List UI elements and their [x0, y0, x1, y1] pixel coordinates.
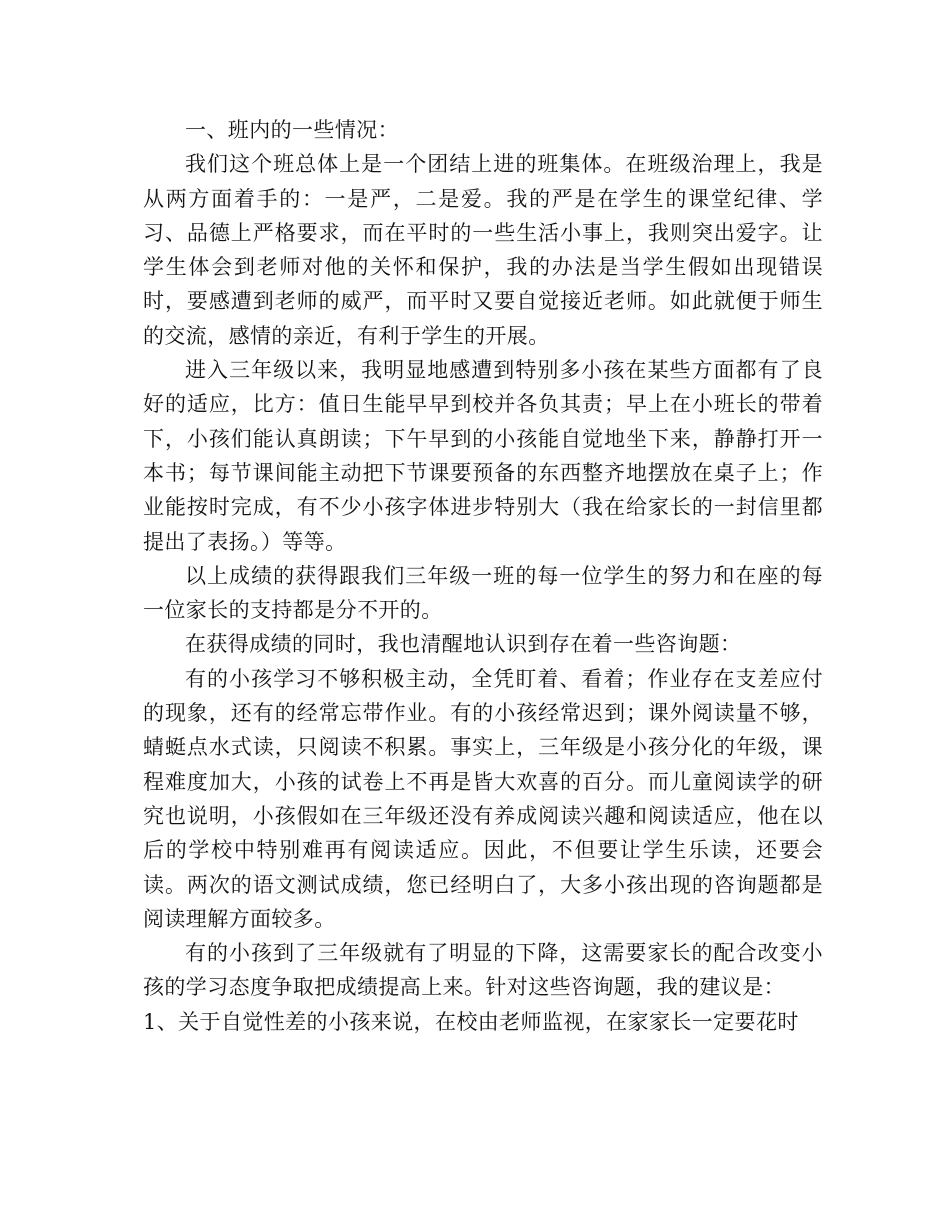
- paragraph-suggestions-intro: 有的小孩到了三年级就有了明显的下降，这需要家长的配合改变小孩的学习态度争取把成绩提高上来。针对这些咨询题，我的建议是：: [143, 941, 823, 1000]
- document-body: [143, 113, 823, 1039]
- section-heading: 一、班内的一些情况：: [185, 118, 399, 142]
- paragraph-class-management: 我们这个班总体上是一个团结上进的班集体。在班级治理上，我是从两方面着手的：一是严，二是爱。我的严是在学生的课堂纪律、学习、品德上严格要求，而在平时的一些生活小事上，我则突出爱字。让学生体会到老师对他的关怀和保护，我的办法是当学生假如出现错误时，要感遭到老师的威严，而平时又要自觉接近老师。如此就便于师生的交流，感情的亲近，有利于学生的开展。: [143, 152, 823, 348]
- paragraph-suggestion-1: 1、关于自觉性差的小孩来说，在校由老师监视，在家家长一定要花时: [143, 1009, 799, 1034]
- paragraph-problems-detail: 有的小孩学习不够积极主动，全凭盯着、看着；作业存在支差应付的现象，还有的经常忘带作业。有的小孩经常迟到；课外阅读量不够，蜻蜓点水式读，只阅读不积累。事实上，三年级是小孩分化的年级，课程难度加大，小孩的试卷上不再是皆大欢喜的百分。而儿童阅读学的研究也说明，小孩假如在三年级还没有养成阅读兴趣和阅读适应，他在以后的学校中特别难再有阅读适应。因此，不但要让学生乐读，还要会读。两次的语文测试成绩，您已经明白了，大多小孩出现的咨询题都是阅读理解方面较多。: [143, 666, 823, 931]
- paragraph-achievements: 以上成绩的获得跟我们三年级一班的每一位学生的努力和在座的每一位家长的支持都是分不开的。: [143, 563, 823, 623]
- paragraph-problems-intro: 在获得成绩的同时，我也清醒地认识到存在着一些咨询题：: [185, 632, 742, 657]
- paragraph-third-grade-habits: 进入三年级以来，我明显地感遭到特别多小孩在某些方面都有了良好的适应，比方：值日生能早早到校并各负其责；早上在小班长的带着下，小孩们能认真朗读；下午早到的小孩能自觉地坐下来，静静打开一本书；每节课间能主动把下节课要预备的东西整齐地摆放在桌子上；作业能按时完成，有不少小孩字体进步特别大（我在给家长的一封信里都提出了表扬。）等等。: [143, 358, 823, 554]
